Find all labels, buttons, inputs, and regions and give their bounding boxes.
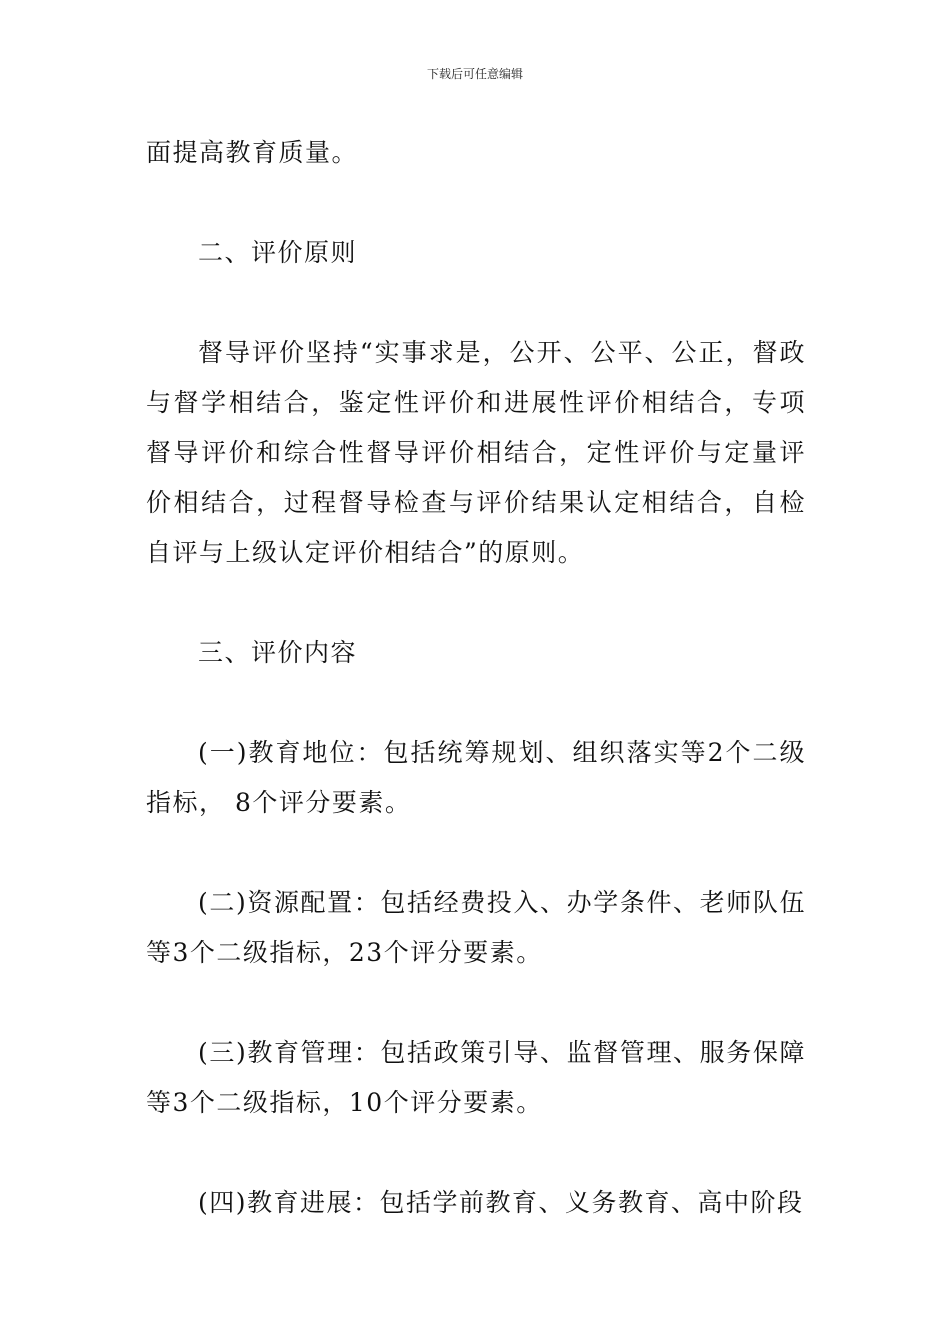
page-header: 下载后可任意编辑: [426, 67, 523, 81]
section-heading-principles: 二、评价原则: [198, 238, 358, 267]
paragraph-item-2: (二)资源配置：包括经费投入、办学条件、老师队伍等3个二级指标，23个评分要素。: [146, 888, 806, 967]
paragraph-item-4: (四)教育进展：包括学前教育、义务教育、高中阶段: [198, 1188, 804, 1217]
document-body: [146, 128, 806, 1228]
paragraph-principles: 督导评价坚持“实事求是，公开、公平、公正，督政与督学相结合，鉴定性评价和进展性评价相结合，专项督导评价和综合性督导评价相结合，定性评价与定量评价相结合，过程督导检查与评价结果认定相结合，自检自评与上级认定评价相结合”的原则。: [146, 338, 806, 567]
section-heading-content: 三、评价内容: [198, 638, 358, 667]
paragraph-item-3: (三)教育管理：包括政策引导、监督管理、服务保障等3个二级指标，10个评分要素。: [146, 1038, 806, 1117]
paragraph-continuation: 面提高教育质量。: [146, 138, 359, 167]
paragraph-item-1: (一)教育地位：包括统筹规划、组织落实等2个二级指标， 8个评分要素。: [146, 738, 806, 817]
